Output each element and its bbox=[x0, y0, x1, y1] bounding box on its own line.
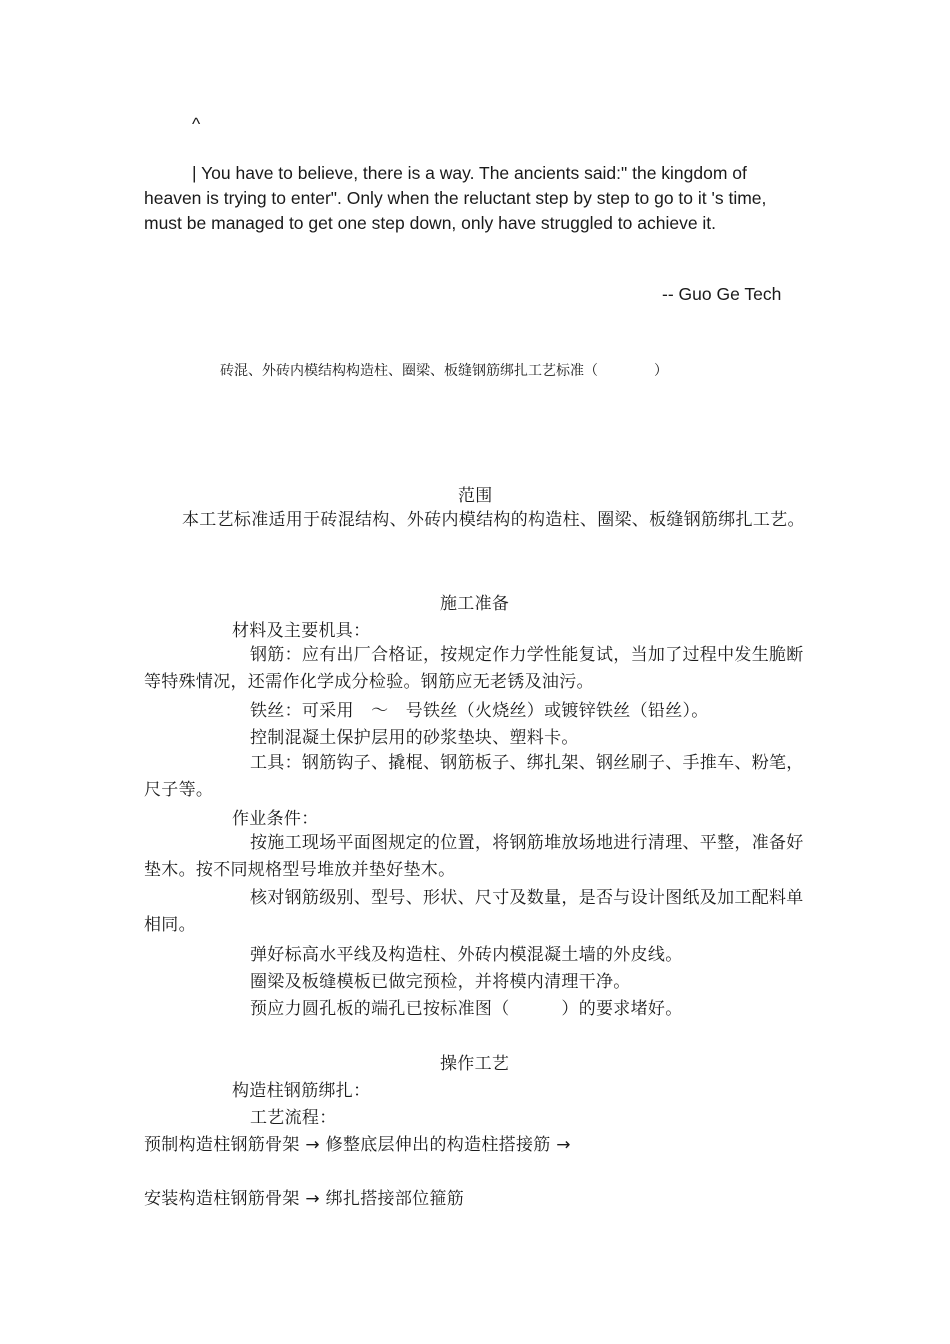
section-heading-prep: 施工准备 bbox=[440, 594, 510, 614]
condition-4: 圈梁及板缝模板已做完预检，并将模内清理干净。 bbox=[250, 972, 631, 992]
section-heading-scope: 范围 bbox=[458, 486, 493, 506]
tools-paragraph: 工具：钢筋钩子、撬棍、钢筋板子、绑扎架、钢丝刷子、手推车、粉笔，尺子等。 bbox=[144, 753, 804, 800]
section-heading-ops: 操作工艺 bbox=[440, 1054, 510, 1074]
scope-paragraph: 本工艺标准适用于砖混结构、外砖内模结构的构造柱、圈梁、板缝钢筋绑扎工艺。 bbox=[182, 510, 805, 530]
process-flow-line-2: 安装构造柱钢筋骨架 → 绑扎搭接部位箍筋 bbox=[144, 1189, 465, 1209]
caret-mark: ^ bbox=[192, 114, 201, 134]
mortar-line: 控制混凝土保护层用的砂浆垫块、塑料卡。 bbox=[250, 728, 579, 748]
process-flow-line-1: 预制构造柱钢筋骨架 → 修整底层伸出的构造柱搭接筋 → bbox=[144, 1135, 571, 1155]
condition-2: 核对钢筋级别、型号、形状、尺寸及数量，是否与设计图纸及加工配料单相同。 bbox=[144, 888, 804, 935]
document-title: 砖混、外砖内模结构构造柱、圈梁、板缝钢筋绑扎工艺标准（ ） bbox=[220, 363, 668, 379]
quote-text: | You have to believe, there is a way. The ancients said:" the kingdom of heaven is trying to enter". Only when the reluctant step by step to go to it 's time, must be managed to get one step down, only have struggled to achieve it. bbox=[144, 163, 767, 233]
materials-heading: 材料及主要机具： bbox=[232, 621, 371, 641]
condition-5: 预应力圆孔板的端孔已按标准图（ ）的要求堵好。 bbox=[250, 999, 683, 1019]
ops-subheading-column: 构造柱钢筋绑扎： bbox=[232, 1081, 371, 1101]
wire-line: 铁丝：可采用 ～ 号铁丝（火烧丝）或镀锌铁丝（铅丝）。 bbox=[250, 701, 709, 721]
ops-subheading-flow: 工艺流程： bbox=[250, 1108, 337, 1128]
condition-1: 按施工现场平面图规定的位置，将钢筋堆放场地进行清理、平整，准备好垫木。按不同规格型号堆放并垫好垫木。 bbox=[144, 833, 804, 880]
quote-attribution: -- Guo Ge Tech bbox=[662, 284, 782, 304]
condition-3: 弹好标高水平线及构造柱、外砖内模混凝土墙的外皮线。 bbox=[250, 945, 683, 965]
conditions-heading: 作业条件： bbox=[232, 809, 319, 829]
steel-paragraph: 钢筋：应有出厂合格证，按规定作力学性能复试，当加了过程中发生脆断等特殊情况，还需作化学成分检验。钢筋应无老锈及油污。 bbox=[144, 645, 804, 692]
